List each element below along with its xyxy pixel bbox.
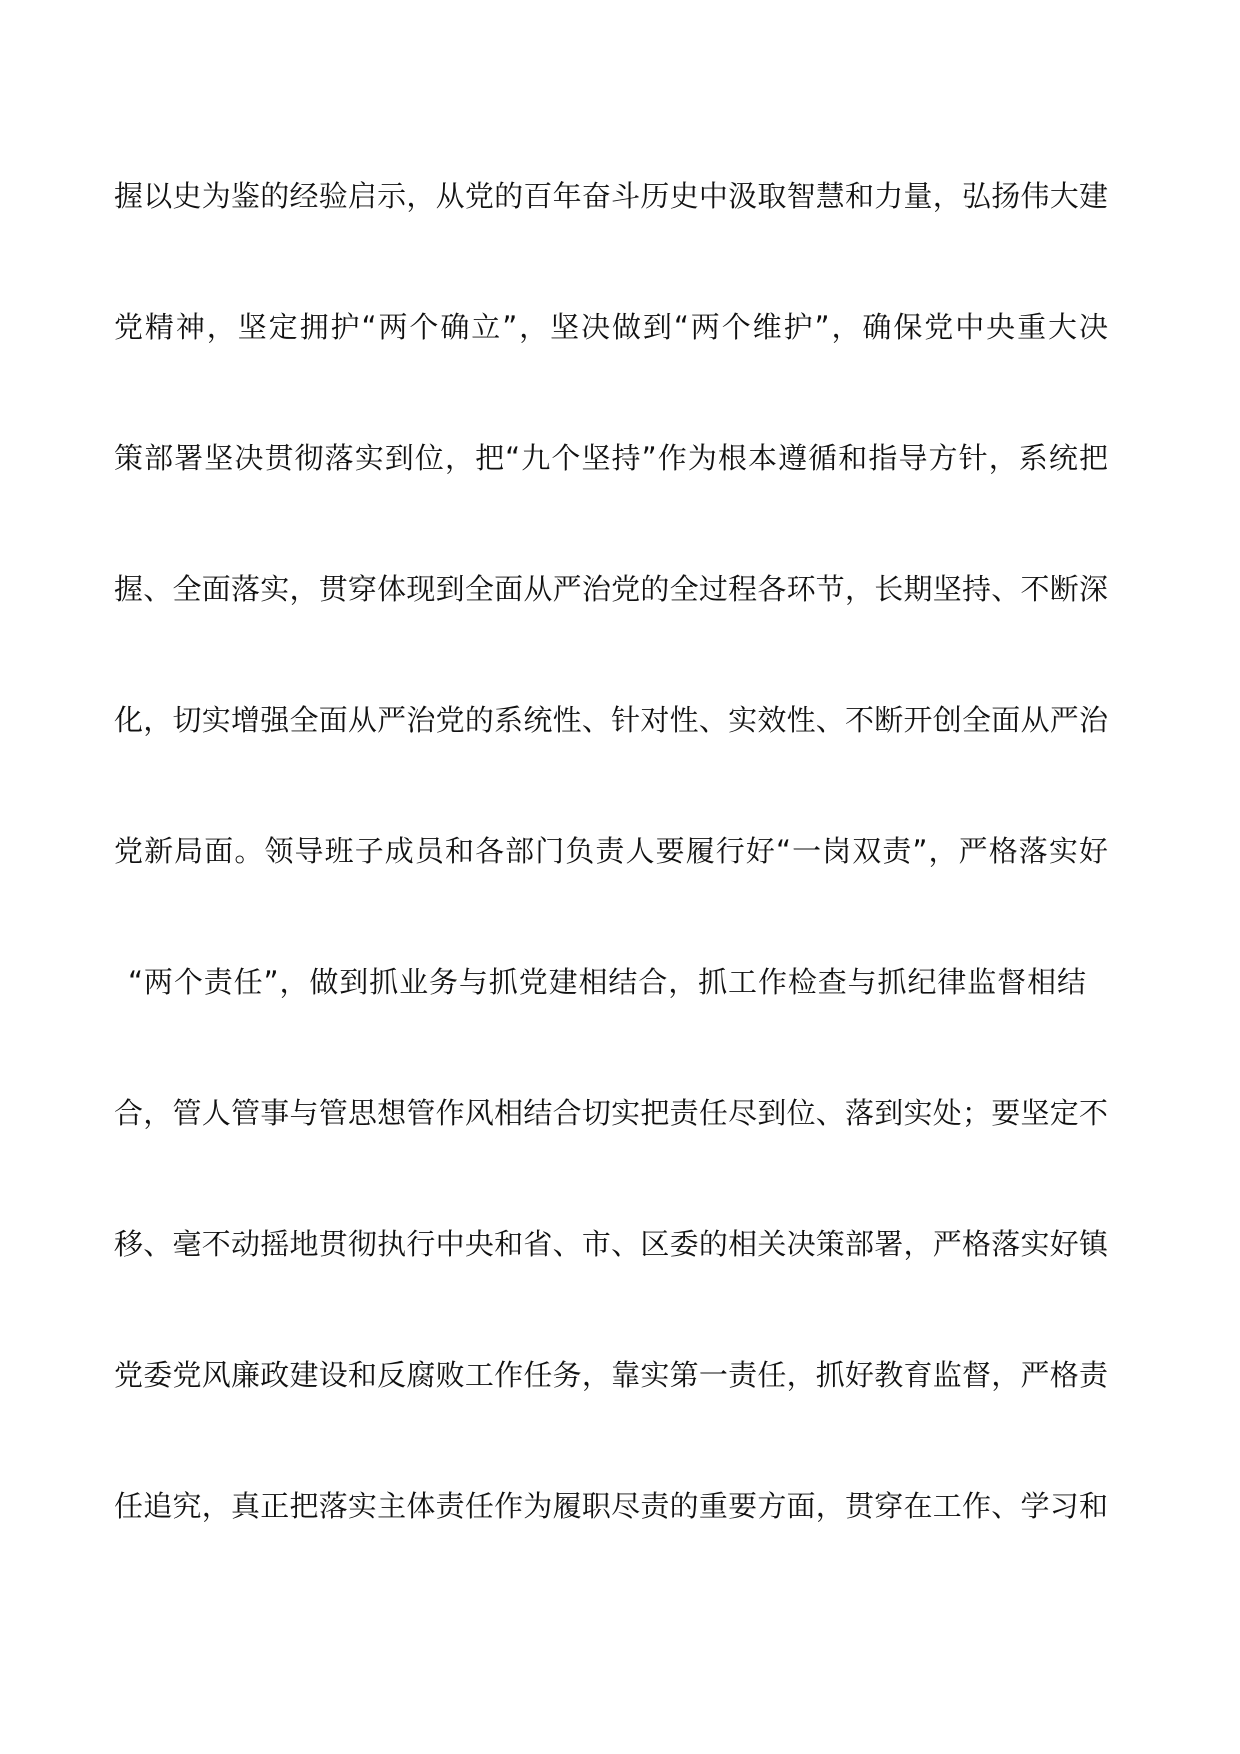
text-line: 策部署坚决贯彻落实到位，把“九个坚持”作为根本遵循和指导方针，系统把 [114,441,1108,475]
text-line: 握、全面落实，贯穿体现到全面从严治党的全过程各环节，长期坚持、不断深 [114,572,1108,606]
text-line: 握以史为鉴的经验启示，从党的百年奋斗历史中汲取智慧和力量，弘扬伟大建 [114,179,1108,213]
text-line: “两个责任”，做到抓业务与抓党建相结合，抓工作检查与抓纪律监督相结 [128,965,1086,999]
text-line: 移、毫不动摇地贯彻执行中央和省、市、区委的相关决策部署，严格落实好镇 [114,1227,1108,1261]
text-line: 党精神，坚定拥护“两个确立”，坚决做到“两个维护”，确保党中央重大决 [114,310,1108,344]
text-line: 合，管人管事与管思想管作风相结合切实把责任尽到位、落到实处；要坚定不 [114,1096,1108,1130]
document-body [114,174,1108,1615]
text-line: 任追究，真正把落实主体责任作为履职尽责的重要方面，贯穿在工作、学习和 [114,1489,1108,1523]
text-line: 党委党风廉政建设和反腐败工作任务，靠实第一责任，抓好教育监督，严格责 [114,1358,1108,1392]
text-line: 党新局面。领导班子成员和各部门负责人要履行好“一岗双责”，严格落实好 [114,834,1108,868]
text-line: 化，切实增强全面从严治党的系统性、针对性、实效性、不断开创全面从严治 [114,703,1108,737]
